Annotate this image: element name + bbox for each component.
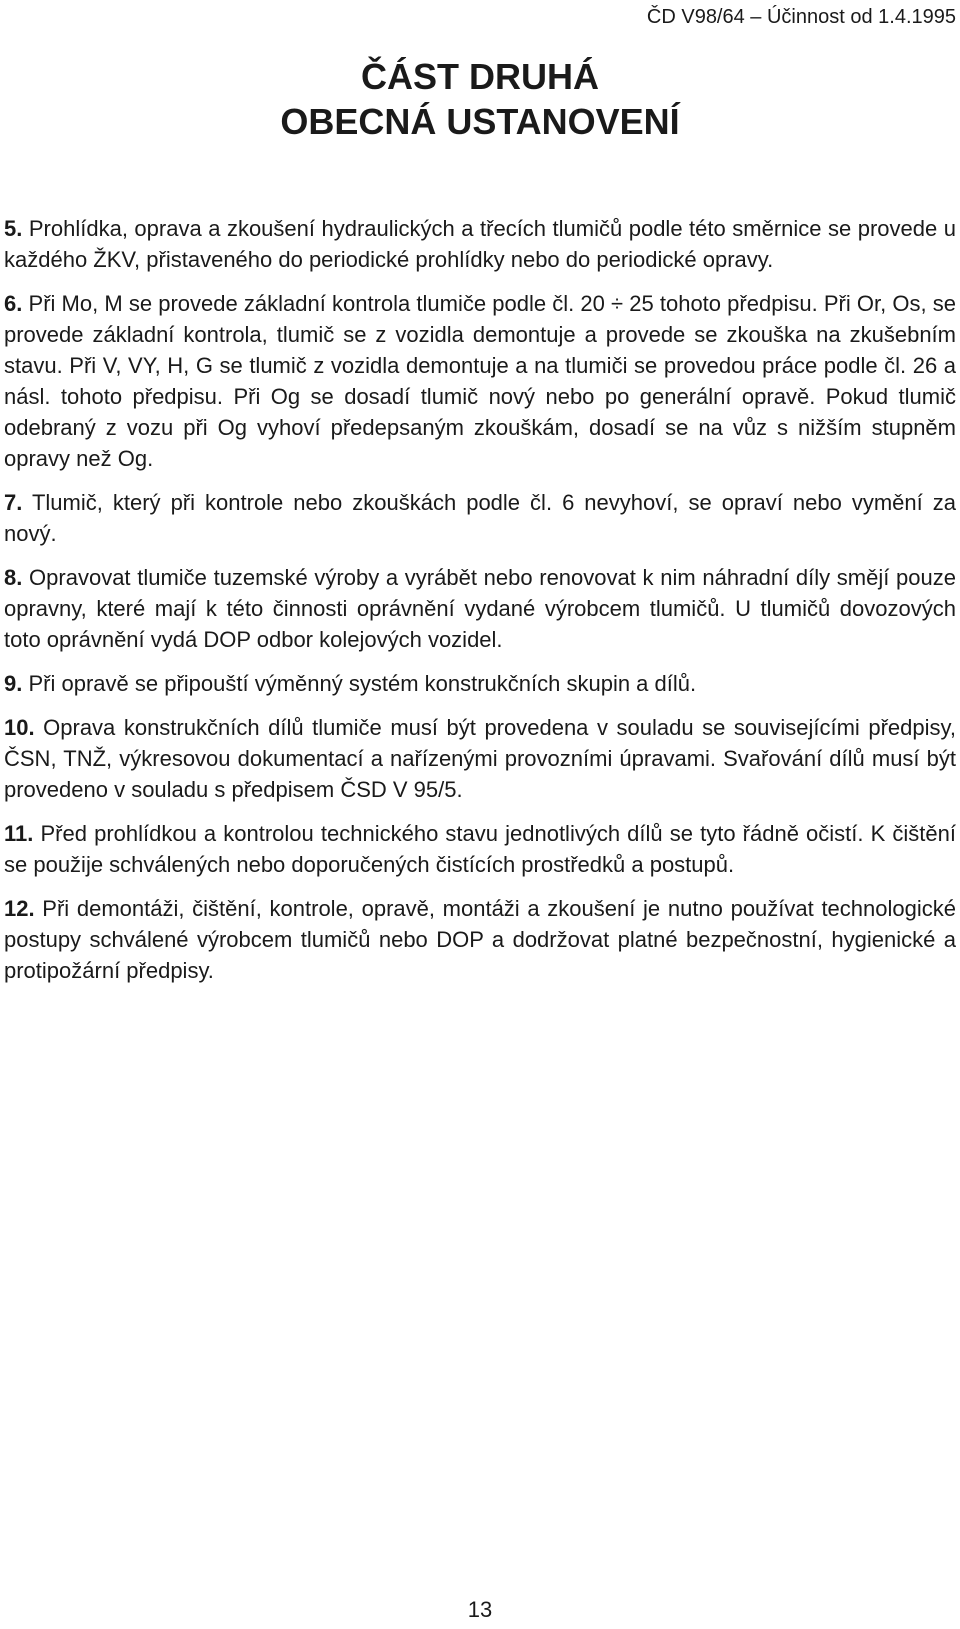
article-number: 6. xyxy=(4,291,23,316)
article-number: 12. xyxy=(4,896,35,921)
article-number: 9. xyxy=(4,671,23,696)
article-7 xyxy=(4,487,956,549)
article-number: 10. xyxy=(4,715,35,740)
article-9 xyxy=(4,668,956,699)
article-12 xyxy=(4,893,956,986)
page-number: 13 xyxy=(467,1597,493,1622)
part-title xyxy=(0,54,960,144)
article-number: 5. xyxy=(4,216,23,241)
article-text: Při Mo, M se provede základní kontrola tlumiče podle čl. 20 ÷ 25 tohoto předpisu. Při Or, Os, se provede základní kontrola, tlumič se z vozidla demontuje a provede se zkouška na zkušebním stavu. Při V, VY, H, G se tlumič z vozidla demontuje a na tlumiči se provedou práce podle čl. 26 a násl. tohoto předpisu. Při Og se dosadí tlumič nový nebo po generální opravě. Pokud tlumič odebraný z vozu při Og vyhoví předepsaným zkouškám, dosadí se na vůz s nižším stupněm opravy než Og. xyxy=(4,291,956,471)
article-text: Prohlídka, oprava a zkoušení hydraulických a třecích tlumičů podle této směrnice se provede u každého ŽKV, přistaveného do periodické prohlídky nebo do periodické opravy. xyxy=(4,216,956,272)
article-text: Tlumič, který při kontrole nebo zkouškách podle čl. 6 nevyhoví, se opraví nebo vymění za nový. xyxy=(4,490,956,546)
article-10 xyxy=(4,712,956,805)
article-number: 7. xyxy=(4,490,23,515)
article-6 xyxy=(4,288,956,474)
article-8 xyxy=(4,562,956,655)
article-text: Oprava konstrukčních dílů tlumiče musí být provedena v souladu se souvisejícími předpisy, ČSN, TNŽ, výkresovou dokumentací a nařízenými provozními úpravami. Svařování dílů musí být provedeno v souladu s předpisem ČSD V 95/5. xyxy=(4,715,956,802)
article-text: Před prohlídkou a kontrolou technického stavu jednotlivých dílů se tyto řádně očistí. K čištění se použije schválených nebo doporučených čistících prostředků a postupů. xyxy=(4,821,956,877)
article-5 xyxy=(4,213,956,275)
part-title-line-2: OBECNÁ USTANOVENÍ xyxy=(280,101,680,142)
article-number: 8. xyxy=(4,565,23,590)
part-title-line-1: ČÁST DRUHÁ xyxy=(361,56,599,97)
article-text: Opravovat tlumiče tuzemské výroby a vyrábět nebo renovovat k nim náhradní díly smějí pouze opravny, které mají k této činnosti oprávnění vydané výrobcem tlumičů. U tlumičů dovozových toto oprávnění vydá DOP odbor kolejových vozidel. xyxy=(4,565,956,652)
document-reference: ČD V98/64 – Účinnost od 1.4.1995 xyxy=(646,6,956,28)
article-text: Při demontáži, čištění, kontrole, opravě, montáži a zkoušení je nutno používat technologické postupy schválené výrobcem tlumičů nebo DOP a dodržovat platné bezpečnostní, hygienické a protipožární předpisy. xyxy=(4,896,956,983)
article-list xyxy=(4,213,956,999)
article-text: Při opravě se připouští výměnný systém konstrukčních skupin a dílů. xyxy=(28,671,697,696)
article-11 xyxy=(4,818,956,880)
article-number: 11. xyxy=(4,821,34,846)
